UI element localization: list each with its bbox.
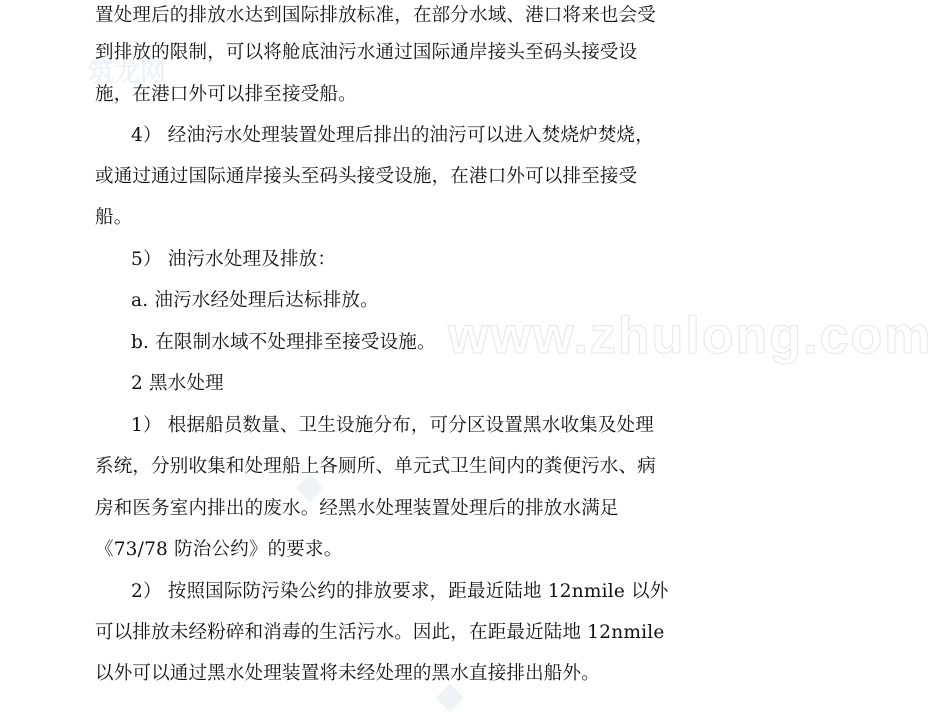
paragraph-line: 施，在港口外可以排至接受船。 xyxy=(95,84,357,105)
watermark-url: www.zhulong.com xyxy=(448,307,933,365)
paragraph-line: 房和医务室内排出的废水。经黑水处理装置处理后的排放水满足 xyxy=(95,498,619,519)
paragraph-line: 可以排放未经粉碎和消毒的生活污水。因此，在距最近陆地 12nmile xyxy=(95,622,665,643)
list-item: a. 油污水经处理后达标排放。 xyxy=(131,290,379,311)
list-heading: 5） 油污水处理及排放： xyxy=(131,249,337,270)
paragraph-line: 《73/78 防治公约》的要求。 xyxy=(95,539,343,560)
watermark-shape xyxy=(436,684,464,712)
paragraph-line: 2） 按照国际防污染公约的排放要求，距最近陆地 12nmile 以外 xyxy=(131,581,669,602)
paragraph-line: 船。 xyxy=(95,207,133,228)
paragraph-line: 4） 经油污水处理装置处理后排出的油污可以进入焚烧炉焚烧， xyxy=(131,125,654,146)
section-heading: 2 黑水处理 xyxy=(131,373,224,394)
watermark-logo: 筑龙网 xyxy=(88,57,167,87)
paragraph-line: 以外可以通过黑水处理装置将未经处理的黑水直接排出船外。 xyxy=(95,663,600,684)
paragraph-line: 1） 根据船员数量、卫生设施分布，可分区设置黑水收集及处理 xyxy=(131,415,654,436)
paragraph-line: 或通过通过国际通岸接头至码头接受设施，在港口外可以排至接受 xyxy=(95,166,638,187)
paragraph-line: 到排放的限制，可以将舱底油污水通过国际通岸接头至码头接受设 xyxy=(95,42,638,63)
list-item: b. 在限制水域不处理排至接受设施。 xyxy=(131,332,436,353)
paragraph-line: 系统，分别收集和处理船上各厕所、单元式卫生间内的粪便污水、病 xyxy=(95,456,657,477)
paragraph-line: 置处理后的排放水达到国际排放标准，在部分水域、港口将来也会受 xyxy=(95,5,657,26)
